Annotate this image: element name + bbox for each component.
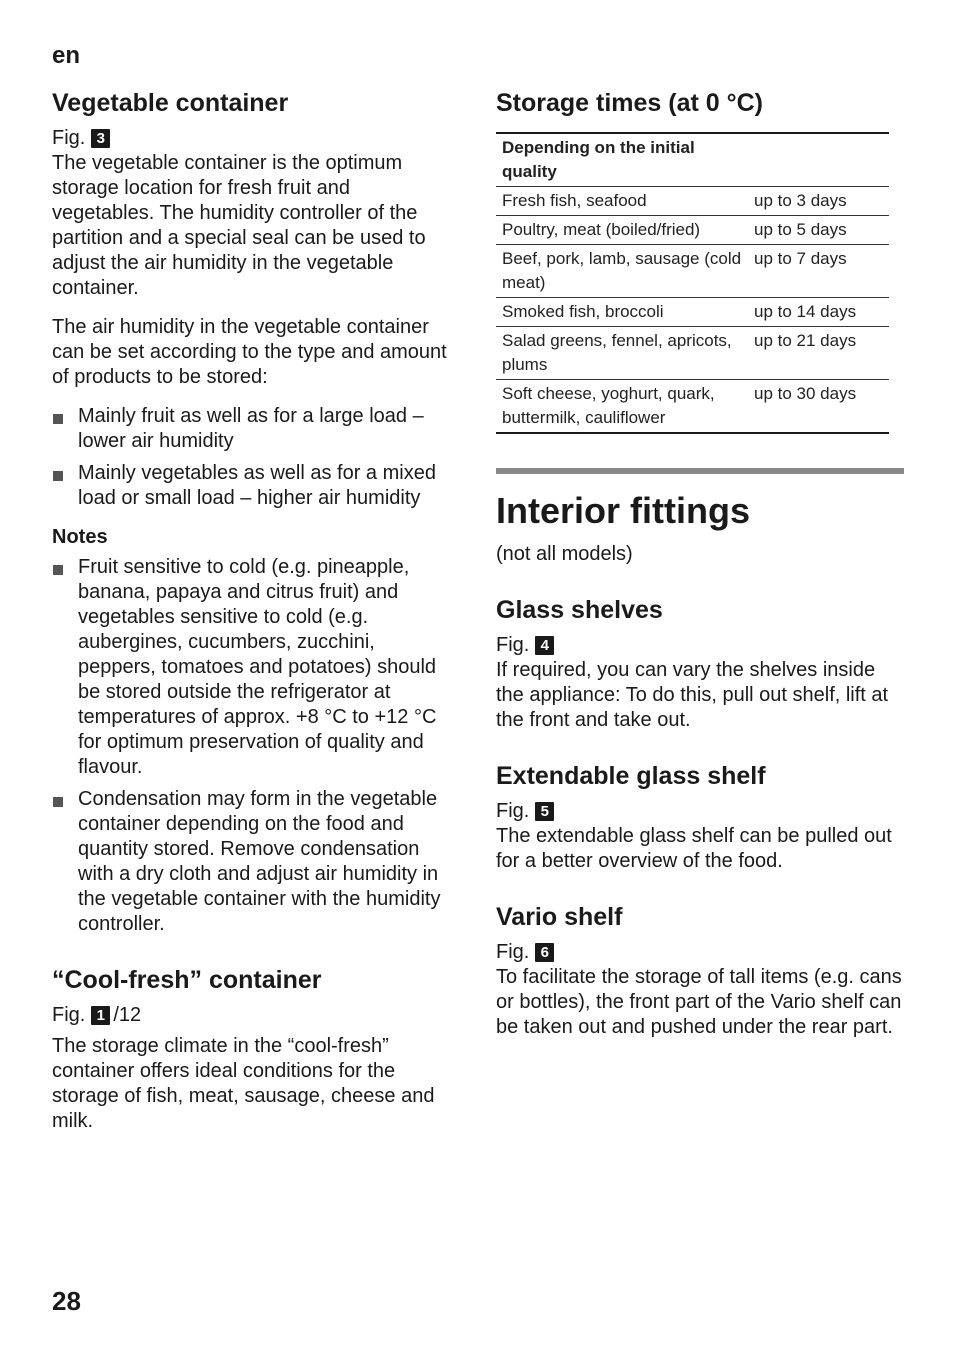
square-bullet-icon <box>53 797 63 807</box>
cool-fresh-section <box>52 963 456 1134</box>
left-column <box>52 86 456 1134</box>
figure-reference <box>496 940 904 965</box>
vegetable-container-heading: Vegetable container <box>52 89 289 117</box>
page-number: 28 <box>52 1286 81 1316</box>
interior-fittings-heading: Interior fittings <box>496 490 750 531</box>
square-bullet-icon <box>53 471 63 481</box>
figure-reference <box>52 1003 456 1028</box>
list-item: Condensation may form in the vegetable container depending on the food and quantity stored. Remove condensation with a dry cloth and adjust air humidity in the vegetable container with the humidity controller. <box>52 787 456 937</box>
extendable-shelf-paragraph: The extendable glass shelf can be pulled out for a better overview of the food. <box>496 825 892 872</box>
figure-number-badge: 1 <box>91 1006 110 1025</box>
food-item: Smoked fish, broccoli <box>496 298 748 327</box>
food-item: Fresh fish, seafood <box>496 187 748 216</box>
table-row <box>496 216 889 245</box>
food-item: Beef, pork, lamb, sausage (cold meat) <box>496 245 748 298</box>
table-row <box>496 187 889 216</box>
fig-label: Fig. <box>496 634 530 656</box>
cool-fresh-paragraph: The storage climate in the “cool-fresh” container offers ideal conditions for the storage of fish, meat, sausage, cheese and milk. <box>52 1035 435 1132</box>
figure-number-badge: 3 <box>91 129 110 148</box>
list-item: Mainly vegetables as well as for a mixed load or small load – higher air humidity <box>52 461 456 511</box>
fig-suffix: /12 <box>113 1004 142 1026</box>
extendable-shelf-heading: Extendable glass shelf <box>496 762 766 790</box>
cool-fresh-heading: “Cool-fresh” container <box>52 966 322 994</box>
right-column <box>496 86 904 1040</box>
storage-time: up to 5 days <box>748 216 889 245</box>
table-row <box>496 298 889 327</box>
extendable-shelf-section <box>496 759 904 874</box>
table-row <box>496 327 889 380</box>
square-bullet-icon <box>53 414 63 424</box>
food-item: Soft cheese, yoghurt, quark, buttermilk, cauliflower <box>496 380 748 434</box>
figure-reference <box>496 633 904 658</box>
storage-time: up to 7 days <box>748 245 889 298</box>
table-row <box>496 245 889 298</box>
vario-shelf-section <box>496 900 904 1040</box>
glass-shelves-heading: Glass shelves <box>496 596 663 624</box>
square-bullet-icon <box>53 565 63 575</box>
vegetable-bullet-list <box>52 404 456 511</box>
interior-fittings-subtitle: (not all models) <box>496 543 633 565</box>
storage-time: up to 3 days <box>748 187 889 216</box>
food-item: Poultry, meat (boiled/fried) <box>496 216 748 245</box>
figure-number-badge: 5 <box>535 802 554 821</box>
storage-times-table <box>496 132 889 434</box>
food-item: Salad greens, fennel, apricots, plums <box>496 327 748 380</box>
storage-time: up to 21 days <box>748 327 889 380</box>
table-header-cell-empty <box>748 133 889 187</box>
table-header-cell: Depending on the initial quality <box>496 133 748 187</box>
fig-label: Fig. <box>496 941 530 963</box>
table-header-row <box>496 133 889 187</box>
glass-shelves-paragraph: If required, you can vary the shelves inside the appliance: To do this, pull out shelf, lift at the front and take out. <box>496 659 889 731</box>
glass-shelves-section <box>496 593 904 733</box>
vegetable-paragraph-1: The vegetable container is the optimum storage location for fresh fruit and vegetables. The humidity controller of the partition and a special seal can be used to adjust the air humidity in the vegetable container. <box>52 152 426 299</box>
notes-bullet-list <box>52 555 456 937</box>
vario-shelf-paragraph: To facilitate the storage of tall items (e.g. cans or bottles), the front part of the Vario shelf can be taken out and pushed under the rear part. <box>496 966 902 1038</box>
storage-times-heading: Storage times (at 0 °C) <box>496 89 764 117</box>
section-divider <box>496 468 904 474</box>
figure-number-badge: 6 <box>535 943 554 962</box>
storage-time: up to 14 days <box>748 298 889 327</box>
figure-reference <box>52 126 456 151</box>
storage-time: up to 30 days <box>748 380 889 434</box>
notes-heading: Notes <box>52 526 108 548</box>
fig-label: Fig. <box>52 1004 86 1026</box>
figure-reference <box>496 799 904 824</box>
vegetable-paragraph-2: The air humidity in the vegetable container can be set according to the type and amount of products to be stored: <box>52 316 447 388</box>
language-label: en <box>52 42 81 69</box>
table-row <box>496 380 889 434</box>
fig-label: Fig. <box>52 127 86 149</box>
list-item: Mainly fruit as well as for a large load – lower air humidity <box>52 404 456 454</box>
fig-label: Fig. <box>496 800 530 822</box>
list-item: Fruit sensitive to cold (e.g. pineapple, banana, papaya and citrus fruit) and vegetables sensitive to cold (e.g. aubergines, cucumbers, zucchini, peppers, tomatoes and potatoes) should be stored outside the refrigerator at temperatures of approx. +8 °C to +12 °C for optimum preservation of quality and flavour. <box>52 555 456 780</box>
figure-number-badge: 4 <box>535 636 554 655</box>
vario-shelf-heading: Vario shelf <box>496 903 623 931</box>
